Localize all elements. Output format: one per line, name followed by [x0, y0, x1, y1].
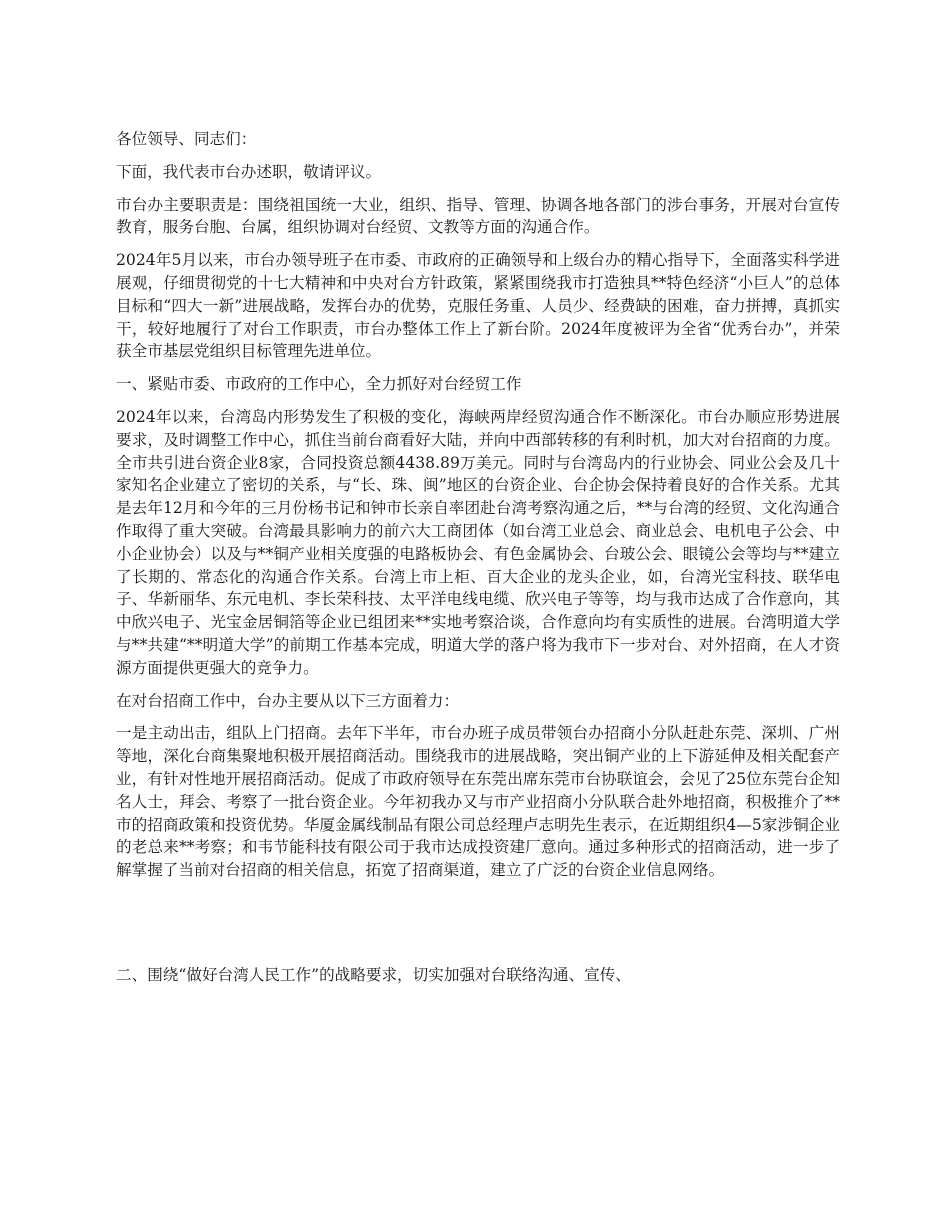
section-heading-1: 一、紧贴市委、市政府的工作中心，全力抓好对台经贸工作: [116, 375, 522, 394]
document-body: [116, 128, 840, 997]
blank-space: [116, 892, 840, 964]
salutation: 各位领导、同志们：: [116, 130, 257, 148]
duties-paragraph: 市台办主要职责是：围绕祖国统一大业，组织、指导、管理、协调各地各部门的涉台事务，开展对台宣传教育，服务台胞、台属，组织协调对台经贸、文教等方面的沟通合作。: [116, 195, 840, 237]
intro-paragraph: 下面，我代表市台办述职，敬请评议。: [116, 162, 382, 181]
focus-intro-paragraph: 在对台招商工作中，台办主要从以下三方面着力：: [116, 691, 460, 710]
section-heading-2: 二、围绕“做好台湾人民工作”的战略要求，切实加强对台联络沟通、宣传、: [116, 965, 631, 984]
overview-paragraph: 2024年5月以来，市台办领导班子在市委、市政府的正确领导和上级台办的精心指导下，全面落实科学进展观，仔细贯彻党的十七大精神和中央对台方针政策，紧紧围绕我市打造独具**特色经济“小巨人”的总体目标和“四大一新”进展战略，发挥台办的优势，克服任务重、人员少、经费缺的困难，奋力拼搏，真抓实干，较好地履行了对台工作职责，市台办整体工作上了新台阶。2024年度被评为全省“优秀台办”，并荣获全市基层党组织目标管理先进单位。: [116, 251, 840, 361]
investment-paragraph: 一是主动出击，组队上门招商。去年下半年，市台办班子成员带领台办招商小分队赶赴东莞、深圳、广州等地，深化台商集聚地积极开展招商活动。围绕我市的进展战略，突出铜产业的上下游延伸及相关配套产业，有针对性地开展招商活动。促成了市政府领导在东莞出席东莞市台协联谊会，会见了25位东莞台企知名人士，拜会、考察了一批台资企业。今年初我办又与市产业招商小分队联合赴外地招商，积极推介了**市的招商政策和投资优势。华厦金属线制品有限公司总经理卢志明先生表示，在近期组织4—5家涉铜企业的老总来**考察；和韦节能科技有限公司于我市达成投资建厂意向。通过多种形式的招商活动，进一步了解掌握了当前对台招商的相关信息，拓宽了招商渠道，建立了广泛的台资企业信息网络。: [116, 724, 840, 880]
economic-trade-paragraph: 2024年以来，台湾岛内形势发生了积极的变化，海峡两岸经贸沟通合作不断深化。市台办顺应形势进展要求，及时调整工作中心，抓住当前台商看好大陆，并向中西部转移的有利时机，加大对台招商的力度。全市共引进台资企业8家，合同投资总额4438.89万美元。同时与台湾岛内的行业协会、同业公会及几十家知名企业建立了密切的关系，与“长、珠、闽”地区的台资企业、台企协会保持着良好的合作关系。尤其是去年12月和今年的三月份杨书记和钟市长亲自率团赴台湾考察沟通之后，**与台湾的经贸、文化沟通合作取得了重大突破。台湾最具影响力的前六大工商团体（如台湾工业总会、商业总会、电机电子公会、中小企业协会）以及与**铜产业相关度强的电路板协会、有色金属协会、台玻公会、眼镜公会等均与**建立了长期的、常态化的沟通合作关系。台湾上市上柜、百大企业的龙头企业，如，台湾光宝科技、联华电子、华新丽华、东元电机、李长荣科技、太平洋电线电缆、欣兴电子等等，均与我市达成了合作意向，其中欣兴电子、光宝金居铜箔等企业已组团来**实地考察洽谈，合作意向均有实质性的进展。台湾明道大学与**共建“**明道大学”的前期工作基本完成，明道大学的落户将为我市下一步对台、对外招商，在人才资源方面提供更强大的竞争力。: [116, 407, 840, 677]
